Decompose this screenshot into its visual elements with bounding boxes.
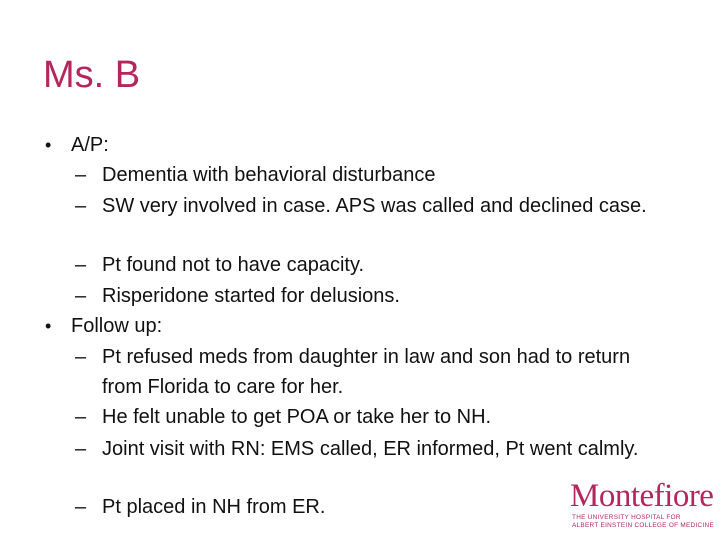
sub-bullet-text: Pt refused meds from daughter in law and son had to return from Florida to care for her. [102,346,631,398]
logo-subline: ALBERT EINSTEIN COLLEGE OF MEDICINE [572,522,715,529]
montefiore-logo [570,478,715,530]
sub-bullet-text: Joint visit with RN: EMS called, ER informed, Pt went calmly. [102,438,639,460]
sub-bullet-text: Pt placed in NH from ER. [102,496,326,518]
sub-bullet-item [75,250,662,280]
sub-bullet-item [75,160,662,190]
logo-wordmark: Montefiore [570,478,714,514]
bullet-label: A/P: [71,134,109,156]
slide-title: Ms. B [43,54,141,96]
sub-bullet-text: He felt unable to get POA or take her to NH. [102,406,492,428]
dash-icon: – [75,254,87,276]
sub-bullet-text: Dementia with behavioral disturbance [102,164,436,186]
dash-icon: – [75,438,87,460]
sub-bullet-text: Pt found not to have capacity. [102,254,365,276]
bullet-label: Follow up: [71,315,163,337]
sub-bullet-item [75,402,662,432]
dash-icon: – [75,406,87,428]
sub-bullet-item [75,281,662,311]
dash-icon: – [75,285,87,307]
sub-bullet-item [75,191,662,221]
sub-bullet-item [75,434,662,464]
sub-bullet-item [75,342,662,402]
bullet-icon: • [45,316,52,336]
sub-bullet-text: SW very involved in case. APS was called and declined case. [102,195,647,217]
logo-tagline: THE UNIVERSITY HOSPITAL FOR [572,514,681,521]
dash-icon: – [75,346,87,368]
dash-icon: – [75,195,87,217]
bullet-item [45,311,163,341]
sub-bullet-text: Risperidone started for delusions. [102,285,400,307]
bullet-icon: • [45,135,52,155]
bullet-item [45,130,109,160]
dash-icon: – [75,496,87,518]
dash-icon: – [75,164,87,186]
